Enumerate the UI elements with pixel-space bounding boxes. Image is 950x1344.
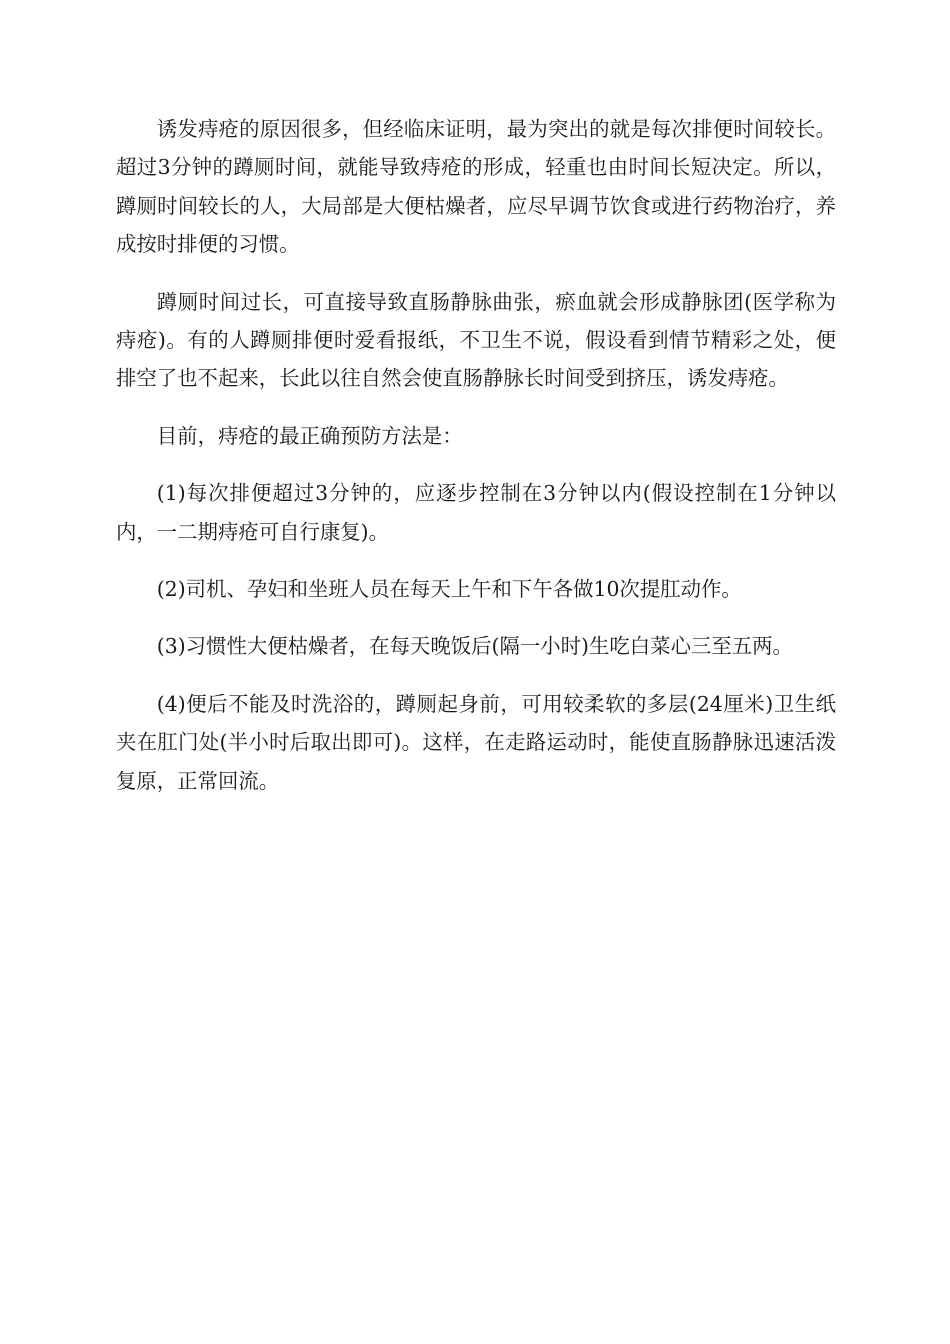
document-body: [116, 110, 836, 819]
list-item-3: (3)习惯性大便枯燥者，在每天晚饭后(隔一小时)生吃白菜心三至五两。: [156, 634, 793, 659]
list-item-4: (4)便后不能及时洗浴的，蹲厕起身前，可用较柔软的多层(24厘米)卫生纸夹在肛门处(半小时后取出即可)。这样，在走路运动时，能使直肠静脉迅速活泼复原，正常回流。: [116, 691, 836, 793]
list-item-2: (2)司机、孕妇和坐班人员在每天上午和下午各做10次提肛动作。: [156, 577, 742, 602]
paragraph-prevention-heading: 目前，痔疮的最正确预防方法是：: [156, 423, 463, 448]
paragraph-intro: 诱发痔疮的原因很多，但经临床证明，最为突出的就是每次排便时间较长。超过3分钟的蹲厕时间，就能导致痔疮的形成，轻重也由时间长短决定。所以，蹲厕时间较长的人，大局部是大便枯燥者，应尽早调节饮食或进行药物治疗，养成按时排便的习惯。: [116, 117, 836, 257]
paragraph-cause: 蹲厕时间过长，可直接导致直肠静脉曲张，瘀血就会形成静脉团(医学称为痔疮)。有的人蹲厕排便时爱看报纸，不卫生不说，假设看到情节精彩之处，便排空了也不起来，长此以往自然会使直肠静脉长时间受到挤压，诱发痔疮。: [116, 289, 836, 391]
list-item-1: (1)每次排便超过3分钟的，应逐步控制在3分钟以内(假设控制在1分钟以内，一二期痔疮可自行康复)。: [116, 481, 836, 544]
